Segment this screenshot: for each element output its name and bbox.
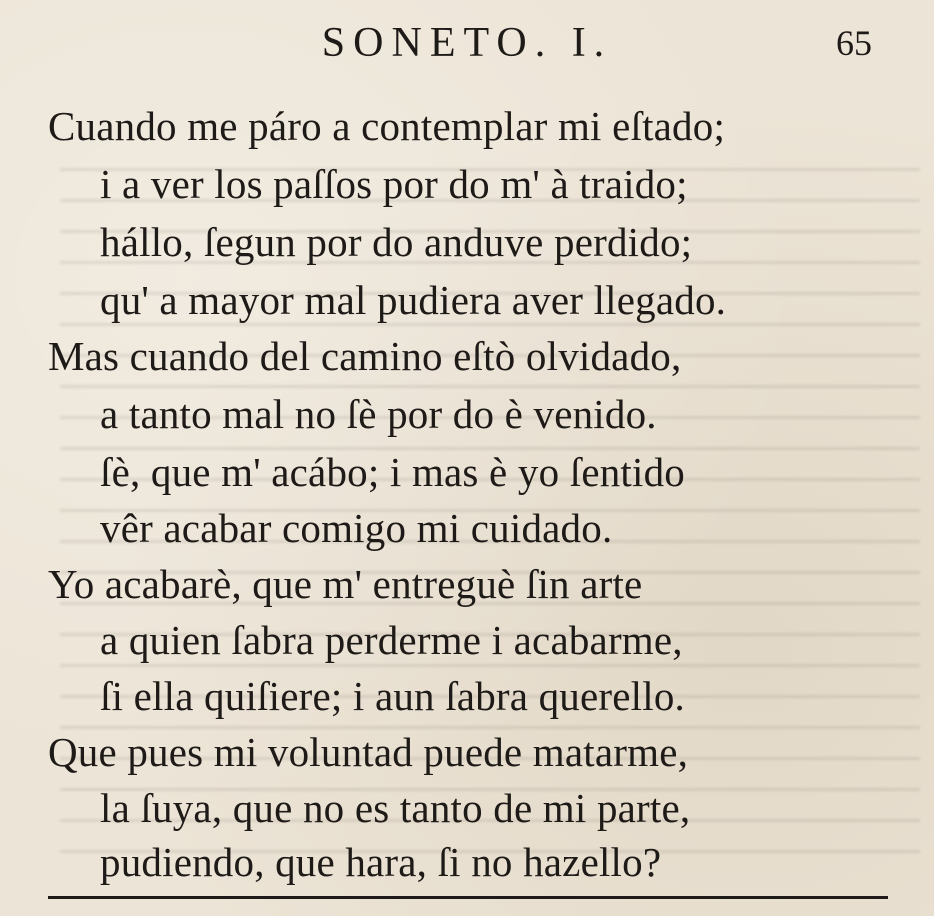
poem-line-14: pudiendo, que hara, ſi no hazello?	[100, 839, 662, 885]
poem-line-7: ſè, que m' acábo; i mas è yo ſentido	[100, 449, 686, 495]
poem-line-8: vêr acabar comigo mi cuidado.	[100, 505, 613, 551]
poem-line-11: ſi ella quiſiere; i aun ſabra querello.	[100, 673, 685, 719]
poem-line-5: Mas cuando del camino eſtò olvidado,	[48, 333, 682, 379]
poem-line-12: Que pues mi voluntad puede matarme,	[48, 729, 689, 775]
bottom-rule	[48, 896, 888, 899]
page-title: SONETO. I.	[321, 20, 613, 66]
poem-line-4: qu' a mayor mal pudiera aver llegado.	[100, 277, 727, 323]
poem-line-10: a quien ſabra perderme i acabarme,	[100, 617, 683, 663]
poem-line-13: la ſuya, que no es tanto de mi parte,	[100, 785, 691, 831]
poem-line-3: hállo, ſegun por do anduve perdido;	[100, 219, 693, 265]
poem-line-2: i a ver los paſſos por do m' à traido;	[100, 161, 688, 207]
running-header	[0, 14, 934, 70]
poem-line-9: Yo acabarè, que m' entreguè ſin arte	[48, 561, 643, 607]
poem-line-6: a tanto mal no ſè por do è venido.	[100, 391, 657, 437]
poem-line-1: Cuando me páro a contemplar mi eſtado;	[48, 103, 726, 149]
page-number: 65	[836, 23, 872, 63]
